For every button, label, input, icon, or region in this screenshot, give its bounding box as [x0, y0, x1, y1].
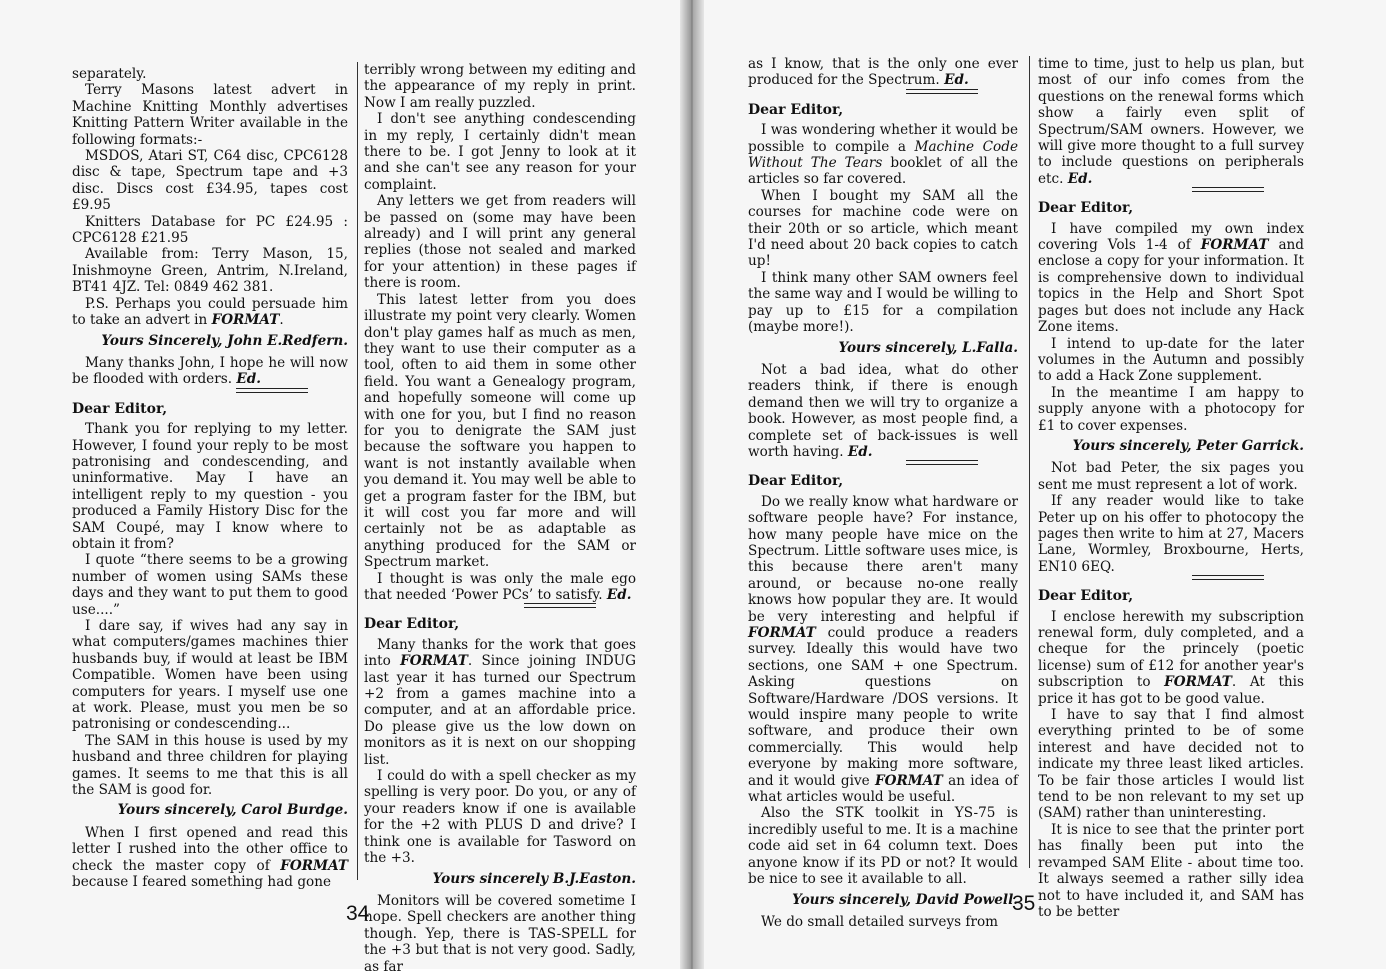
format-mark: FORMAT — [1200, 237, 1269, 254]
divider-rule — [236, 388, 308, 393]
format-mark: FORMAT — [400, 653, 468, 670]
letter-text: Terry Masons latest advert in Machine Knitting Monthly advertises Knitting Pattern Writer available in the following formats:- — [72, 82, 348, 148]
text-fragment: I enclose herewith my subscription renewal form, duly completed, and a cheque for the princely (poetic license) sum of £12 for another year's subscription to — [1038, 608, 1304, 691]
format-mark: FORMAT — [1164, 674, 1232, 691]
editor-reply: Any letters we get from readers will be passed on (some may have been already) and I will print any general replies (those not sealed and marked for your attention) in these pages if there is room. — [364, 193, 636, 292]
editor-reply: Monitors will be covered sometime I hope. Spell checkers are another thing though. Yep, there is TAS-SPELL for the +3 but that is not very good. Sadly, as far — [364, 892, 636, 975]
editor-reply: We do small detailed surveys from — [761, 913, 999, 930]
right-page-column-1 — [748, 56, 1018, 930]
letter-text — [72, 296, 348, 329]
format-mark: FORMAT — [875, 772, 943, 789]
letter-text: separately. — [72, 66, 147, 82]
letter-text — [1038, 609, 1304, 707]
editor-reply — [748, 56, 1018, 89]
editor-reply: Not bad Peter, the six pages you sent me must represent a lot of work. — [1038, 460, 1304, 493]
text-fragment: When I first opened and read this letter I rushed into the other office to check the master copy of — [72, 824, 348, 874]
letter-text: Knitters Database for PC £24.95 : CPC6128 £21.95 — [72, 213, 348, 247]
text-fragment: could produce a readers survey. Ideally this would have two sections, one SAM + one Spectrum. Asking questions on Software/Hardware /DOS versions. It would inspire many people to write software, and produce their own commercially. This would help everyone by making more software, and it would give — [748, 625, 1018, 789]
text-fragment: . — [279, 312, 284, 329]
ed-mark: Ed. — [1067, 170, 1093, 187]
text-fragment: and enclose a copy for your information. It is comprehensive down to individual topics in the Help and Short Spot pages but does not include any Hack Zone items. — [1038, 237, 1304, 336]
letter-text: The SAM in this house is used by my husband and three children for playing games. It seems to me that this is all the SAM is good for. — [72, 732, 348, 799]
editor-reply — [1038, 56, 1304, 187]
ed-mark: Ed. — [606, 587, 632, 603]
letter-text: I quote “there seems to be a growing number of women using SAMs these days and they want to put them to good use....” — [72, 552, 348, 618]
divider-rule — [1192, 575, 1264, 580]
format-mark: FORMAT — [280, 857, 348, 874]
letter-heading: Dear Editor, — [364, 616, 460, 633]
text-fragment: an idea of what articles would be useful. — [748, 772, 1018, 806]
right-page — [692, 0, 1386, 969]
letter-text: I intend to up-date for the later volumes in the Autumn and possibly to add a Hack Zone supplement. — [1038, 335, 1304, 385]
letter-text: In the meantime I am happy to supply anyone with a photocopy for £1 to cover expenses. — [1038, 384, 1304, 434]
text-fragment: I thought is was only the male ego that needed ‘Power PCs’ to satisfy. — [364, 570, 636, 603]
divider-rule — [1192, 187, 1264, 192]
text-fragment: P.S. Perhaps you could persuade him to take an advert in — [72, 295, 348, 329]
editor-reply: This latest letter from you does illustrate my point very clearly. Women don't play games half as much as men, they want to use their computer as a tool, often to aid them in some other field. You want a Genealogy program, and hopefully someone will come up with one for you, but I find no reason for you to denigrate the SAM just because the software you happen to want is not instantly available when you demand it. You may well be able to get a program faster for the IBM, but it will cost you far more and will certainly not be as adaptable as anything produced for the SAM or Spectrum market. — [364, 291, 636, 571]
text-fragment: as I know, that is the only one ever produced for the Spectrum. — [748, 56, 1018, 89]
text-fragment: I was wondering whether it would be possible to compile a — [748, 122, 1019, 155]
letter-text — [748, 494, 1018, 806]
letter-heading: Dear Editor, — [748, 101, 844, 118]
signature: Yours sincerely, Carol Burdge. — [117, 802, 348, 819]
signature: Yours sincerely, Peter Garrick. — [1072, 437, 1304, 454]
booklet-title: Machine Code Without The Tears — [748, 138, 1018, 172]
letter-text: MSDOS, Atari ST, C64 disc, CPC6128 disc & tape, Spectrum tape and +3 disc. Discs cost £34.95, tapes cost £9.95 — [72, 148, 348, 214]
signature: Yours sincerely B.J.Easton. — [432, 870, 636, 887]
letter-text: I could do with a spell checker as my spelling is very poor. Do you, or any of your readers know if one is available for the +2 with PLUS D and drive? I think one is available for Tasword on the +3. — [364, 768, 636, 867]
text-fragment: Many thanks John, I hope he will now be flooded with orders. — [72, 354, 348, 388]
ed-mark: Ed. — [944, 72, 969, 89]
right-page-column-2 — [1038, 56, 1304, 920]
text-fragment: I have compiled my own index covering Vols 1-4 of — [1038, 220, 1304, 254]
letter-text — [1038, 221, 1304, 336]
editor-reply — [364, 571, 636, 604]
letter-heading: Dear Editor, — [72, 400, 168, 417]
book-gutter — [680, 0, 704, 969]
divider-rule — [906, 460, 978, 465]
letter-heading: Dear Editor, — [1038, 200, 1134, 217]
text-fragment: Not a bad idea, what do other readers think, if there is enough demand then we will try to organize a book. However, as most people find, a complete set of back-issues is well worth having. — [748, 361, 1018, 460]
letter-text: I dare say, if wives had any say in what computers/games machines thier husbands buy, if would at least be IBM Compatible. Women have been using computers for years. I myself use one at work. Please, must you men be so patronising or condescending... — [72, 618, 348, 733]
text-fragment: time to time, just to help us plan, but most of our info comes from the questions on the renewal forms which show a fairly even split of Spectrum/SAM owners. However, we will give more thought to a full survey to include questions on peripherals etc. — [1038, 56, 1304, 187]
text-fragment: because I feared something had gone — [72, 874, 332, 891]
letter-text — [748, 122, 1018, 188]
editor-reply: terribly wrong between my editing and the appearance of my reply in print. Now I am really puzzled. — [364, 62, 636, 111]
format-mark: FORMAT — [748, 625, 816, 641]
text-fragment: . Since joining INDUG last year it has turned our Spectrum +2 from a games machine into a computer, and at an affordable price. Do please give us the low down on monitors as it is next on our shopping list. — [364, 653, 636, 768]
text-fragment: Many thanks for the work that goes into — [364, 636, 636, 670]
letter-heading: Dear Editor, — [748, 473, 844, 490]
divider-rule — [524, 603, 596, 608]
letter-text: I have to say that I find almost everything printed to be of some interest and have decided not to indicate my three least liked articles. To be fair those articles I would list tend to be non relevant to my set up (SAM) rather than uninteresting. — [1038, 707, 1304, 822]
editor-reply: If any reader would like to take Peter up on his offer to photocopy the pages then write to him at 27, Macers Lane, Wormley, Broxbourne, Herts, EN10 6EQ. — [1038, 493, 1304, 575]
left-page-column-1 — [72, 66, 348, 891]
ed-mark: Ed. — [236, 371, 261, 388]
signature: Yours Sincerely, John E.Redfern. — [101, 332, 348, 349]
letter-heading: Dear Editor, — [1038, 588, 1134, 605]
column-divider — [1029, 56, 1030, 868]
text-fragment: booklet of all the articles so far covered. — [748, 155, 1019, 188]
signature: Yours sincerely, L.Falla. — [838, 339, 1018, 356]
text-fragment: Do we really know what hardware or software people have? For instance, how many people have mice on the Spectrum. Little software uses mice, is this because there aren't many around, or because no-one really knows how popular they are. It would be very interesting and helpful if — [748, 493, 1018, 625]
editor-reply — [748, 362, 1018, 460]
letter-text: When I bought my SAM all the courses for machine code were on their 20th or so article, which meant I'd need about 20 back copies to catch up! — [748, 187, 1018, 270]
page-number: 34 — [346, 902, 370, 925]
column-divider — [357, 62, 358, 880]
signature: Yours sincerely, David Powell. — [792, 891, 1018, 908]
editor-reply — [72, 355, 348, 388]
format-mark: FORMAT — [211, 312, 280, 329]
left-page — [0, 0, 690, 975]
letter-text: I think many other SAM owners feel the same way and I would be willing to pay up to £15 for a compilation (maybe more!). — [748, 269, 1018, 336]
letter-text — [364, 637, 636, 768]
letter-text: Also the STK toolkit in YS-75 is incredibly useful to me. It is a machine code aid set in 64 column text. Does anyone know if its PD or not? It would be nice to see it available to all. — [748, 805, 1018, 888]
text-fragment: . At this price it has got to be good value. — [1038, 674, 1304, 707]
editor-reply: I don't see anything condescending in my reply, I certainly didn't mean there to be. I got Jenny to look at it and she can't see any reason for your complaint. — [364, 111, 636, 193]
editor-reply — [72, 825, 348, 891]
letter-text: Thank you for replying to my letter. However, I found your reply to be most patronising and condescending, and uninformative. May I have an intelligent reply to my question - you produced a Family History Disc for the SAM Coupé, may I know where to obtain it from? — [72, 421, 348, 552]
ed-mark: Ed. — [847, 443, 873, 460]
left-page-column-2 — [364, 62, 636, 975]
letter-text: It is nice to see that the printer port has finally been put into the revamped SAM Elite - about time too. It always seemed a rather silly idea not to have included it, and SAM has to be better — [1038, 821, 1304, 920]
letter-text: Available from: Terry Mason, 15, Inishmoyne Green, Antrim, N.Ireland, BT41 4JZ. Tel: 0849 462 381. — [72, 246, 348, 296]
divider-rule — [906, 89, 978, 94]
page-number: 35 — [1012, 892, 1036, 915]
